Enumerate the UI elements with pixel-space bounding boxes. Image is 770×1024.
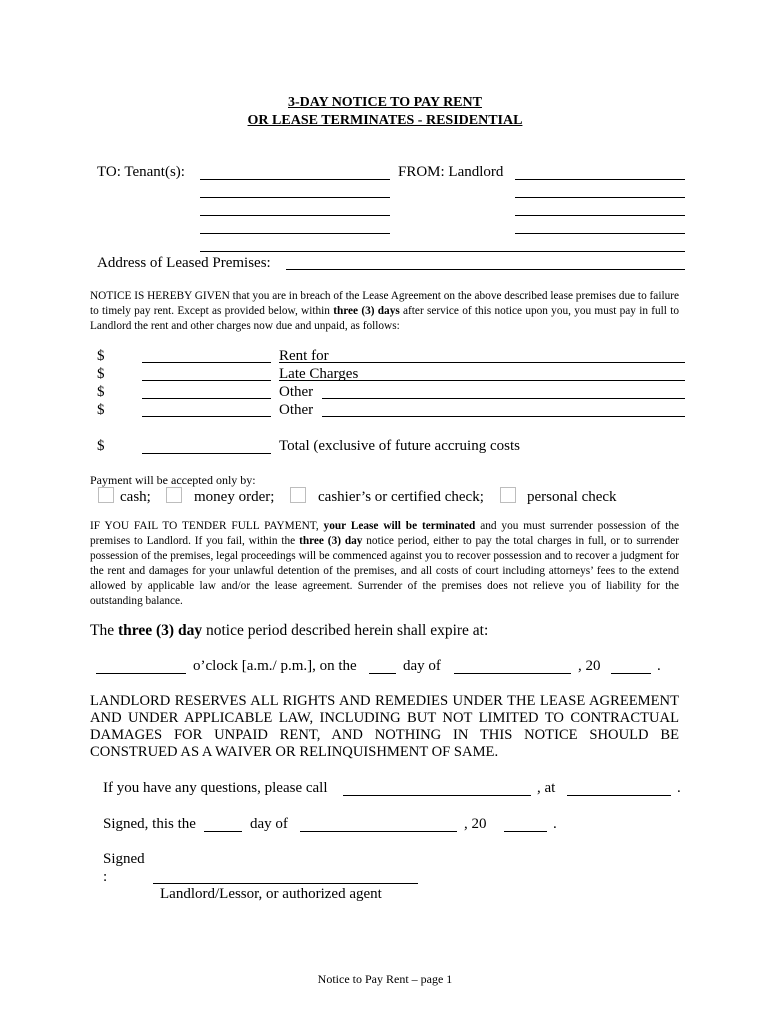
- money-order-checkbox[interactable]: [166, 487, 182, 503]
- signed-day-field[interactable]: [204, 831, 242, 832]
- total-label: Total (exclusive of future accruing costs: [279, 438, 520, 454]
- reservation-clause: LANDLORD RESERVES ALL RIGHTS AND REMEDIES UNDER THE LEASE AGREEMENT AND UNDER APPLICABLE LAW, INCLUDING BUT NOT LIMITED TO CONTRACTUAL DAMAGES FOR UNPAID RENT, AND NOTHING IN THIS NOTICE SHOULD BE CONSTRUED AS A WAIVER OR RELINQUISHMENT OF SAME.: [90, 693, 679, 760]
- contact-label: If you have any questions, please call: [103, 780, 328, 796]
- expiry-year-field[interactable]: [611, 673, 651, 674]
- charge-label-late: Late Charges: [279, 366, 359, 382]
- personal-check-option-label: personal check: [527, 489, 617, 505]
- contact-phone-field[interactable]: [567, 795, 671, 796]
- charge-label-rent: Rent for: [279, 348, 329, 364]
- other-description-field-1[interactable]: [322, 398, 685, 399]
- landlord-name-field-1[interactable]: [515, 179, 685, 180]
- cashiers-check-option-label: cashier’s or certified check;: [318, 489, 484, 505]
- title-line-2: OR LEASE TERMINATES - RESIDENTIAL: [247, 113, 523, 128]
- currency-symbol: $: [97, 366, 105, 382]
- signature-line[interactable]: [153, 883, 418, 884]
- currency-symbol: $: [97, 348, 105, 364]
- other-amount-field-2[interactable]: [142, 416, 271, 417]
- failure-paragraph: IF YOU FAIL TO TENDER FULL PAYMENT, your Lease will be terminated and you must surrender possession of the premises to Landlord. If you fail, within the three (3) day notice period, either to pay the total charges in full, or to surrender possession of the premises, legal proceedings will be commenced against you to recover possession and to recover a judgment for the rent and damages for your unlawful detention of the premises, and all costs of court including attorneys’ fees to the extend allowed by applicable law and/or the lease agreement. Surrender of the premises does not relieve you of liability for the outstanding balance.: [90, 520, 680, 607]
- rent-period-field[interactable]: [279, 362, 685, 363]
- address-label: Address of Leased Premises:: [97, 255, 271, 271]
- cashiers-check-checkbox[interactable]: [290, 487, 306, 503]
- landlord-name-field-4[interactable]: [515, 233, 685, 234]
- address-field-1[interactable]: [200, 251, 685, 252]
- signature-caption: Landlord/Lessor, or authorized agent: [160, 886, 382, 902]
- signature-colon: :: [103, 869, 108, 885]
- signed-year-field[interactable]: [504, 831, 547, 832]
- expiry-day-field[interactable]: [369, 673, 396, 674]
- signed-month-field[interactable]: [300, 831, 457, 832]
- tenant-name-field-2[interactable]: [200, 197, 390, 198]
- other-description-field-2[interactable]: [322, 416, 685, 417]
- oclock-label: o’clock [a.m./ p.m.], on the: [193, 658, 357, 674]
- contact-name-field[interactable]: [343, 795, 531, 796]
- other-amount-field-1[interactable]: [142, 398, 271, 399]
- expiry-hour-field[interactable]: [96, 673, 186, 674]
- address-field-2[interactable]: [286, 269, 685, 270]
- expiry-year-prefix: , 20: [578, 658, 601, 674]
- rent-amount-field[interactable]: [142, 362, 271, 363]
- from-landlord-label: FROM: Landlord: [398, 164, 504, 180]
- currency-symbol: $: [97, 438, 105, 454]
- expiry-statement: The three (3) day notice period described herein shall expire at:: [90, 622, 489, 639]
- signed-date-label: Signed, this the: [103, 816, 196, 832]
- tenant-name-field-1[interactable]: [200, 179, 390, 180]
- personal-check-checkbox[interactable]: [500, 487, 516, 503]
- signed-period: .: [553, 816, 557, 832]
- page-footer: Notice to Pay Rent – page 1: [317, 972, 453, 986]
- expiry-period: .: [657, 658, 661, 674]
- contact-period: .: [677, 780, 681, 796]
- late-charges-description-field[interactable]: [279, 380, 685, 381]
- to-tenant-label: TO: Tenant(s):: [97, 164, 185, 180]
- total-amount-field[interactable]: [142, 453, 271, 454]
- signature-label: Signed: [103, 851, 145, 867]
- notice-paragraph: NOTICE IS HEREBY GIVEN that you are in breach of the Lease Agreement on the above described lease premises due to failure to timely pay rent. Except as provided below, within three (3) days after service of this notice upon you, you must pay in full to Landlord the rent and other charges now due and unpaid, as follows:: [90, 290, 680, 332]
- tenant-name-field-3[interactable]: [200, 215, 390, 216]
- late-charges-amount-field[interactable]: [142, 380, 271, 381]
- charge-label-other-1: Other: [279, 384, 314, 400]
- expiry-month-field[interactable]: [454, 673, 571, 674]
- expiry-day-of-label: day of: [403, 658, 441, 674]
- charge-label-other-2: Other: [279, 402, 314, 418]
- payment-label: Payment will be accepted only by:: [90, 473, 256, 487]
- signed-day-of-label: day of: [250, 816, 288, 832]
- money-order-option-label: money order;: [194, 489, 275, 505]
- tenant-name-field-4[interactable]: [200, 233, 390, 234]
- title-line-1: 3-DAY NOTICE TO PAY RENT: [288, 95, 482, 110]
- contact-at-label: , at: [537, 780, 556, 796]
- signed-year-prefix: , 20: [464, 816, 487, 832]
- landlord-name-field-2[interactable]: [515, 197, 685, 198]
- currency-symbol: $: [97, 384, 105, 400]
- landlord-name-field-3[interactable]: [515, 215, 685, 216]
- currency-symbol: $: [97, 402, 105, 418]
- cash-option-label: cash;: [120, 489, 151, 505]
- cash-checkbox[interactable]: [98, 487, 114, 503]
